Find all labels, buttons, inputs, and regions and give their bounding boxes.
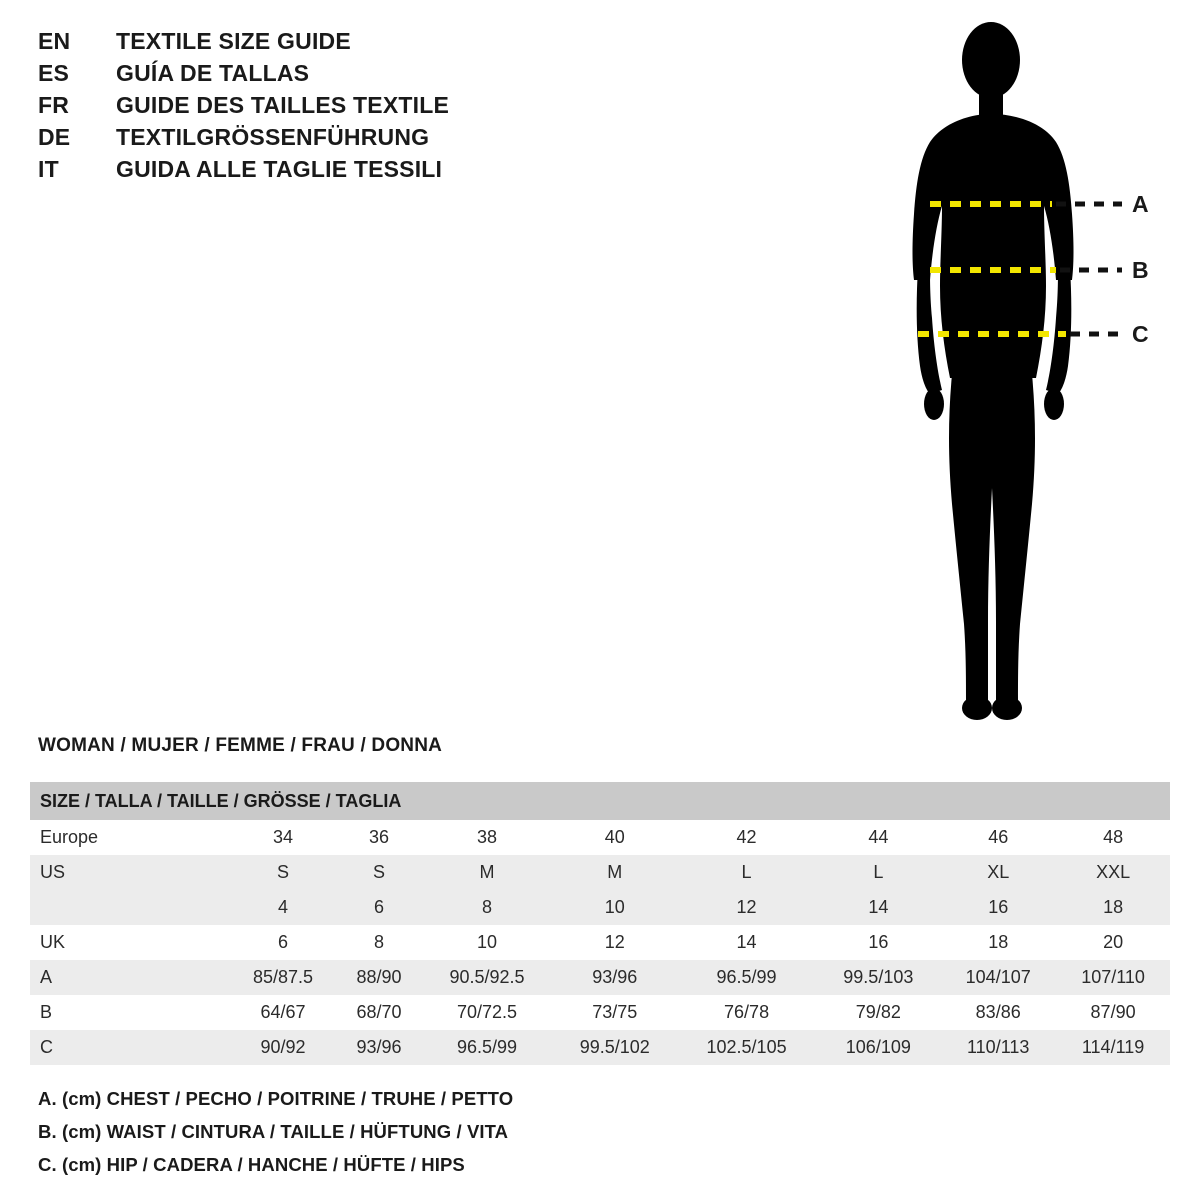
measure-label-b: B bbox=[1132, 257, 1149, 283]
table-cell: M bbox=[421, 855, 553, 890]
table-cell: S bbox=[337, 855, 421, 890]
row-label: UK bbox=[30, 925, 229, 960]
table-header-label: SIZE / TALLA / TAILLE / GRÖSSE / TAGLIA bbox=[30, 782, 1170, 820]
table-row bbox=[30, 855, 1170, 890]
language-title: TEXTILGRÖSSENFÜHRUNG bbox=[116, 124, 430, 150]
table-cell: 14 bbox=[677, 925, 817, 960]
footnote-hip: C. (cm) HIP / CADERA / HANCHE / HÜFTE / HIPS bbox=[38, 1154, 465, 1175]
language-row bbox=[38, 156, 678, 188]
table-cell: L bbox=[677, 855, 817, 890]
table-cell: 8 bbox=[421, 890, 553, 925]
language-code: ES bbox=[38, 60, 70, 86]
language-title: GUÍA DE TALLAS bbox=[116, 60, 310, 86]
table-cell: 36 bbox=[337, 820, 421, 855]
table-cell: 38 bbox=[421, 820, 553, 855]
row-label bbox=[30, 890, 229, 925]
table-cell: 16 bbox=[940, 890, 1056, 925]
table-cell: 99.5/103 bbox=[816, 960, 940, 995]
table-row bbox=[30, 995, 1170, 1030]
table-cell: 44 bbox=[816, 820, 940, 855]
row-label: A bbox=[30, 960, 229, 995]
table-cell: XL bbox=[940, 855, 1056, 890]
table-cell: 10 bbox=[421, 925, 553, 960]
size-table bbox=[30, 782, 1170, 1065]
table-cell: 90.5/92.5 bbox=[421, 960, 553, 995]
table-cell: 10 bbox=[553, 890, 677, 925]
table-cell: XXL bbox=[1056, 855, 1170, 890]
table-cell: 85/87.5 bbox=[229, 960, 337, 995]
table-cell: 70/72.5 bbox=[421, 995, 553, 1030]
table-cell: 87/90 bbox=[1056, 995, 1170, 1030]
language-row bbox=[38, 124, 678, 156]
table-cell: 93/96 bbox=[337, 1030, 421, 1065]
footnote-chest: A. (cm) CHEST / PECHO / POITRINE / TRUHE / PETTO bbox=[38, 1088, 514, 1109]
table-cell: 104/107 bbox=[940, 960, 1056, 995]
table-cell: 8 bbox=[337, 925, 421, 960]
language-code: EN bbox=[38, 28, 71, 54]
table-row bbox=[30, 890, 1170, 925]
table-cell: 64/67 bbox=[229, 995, 337, 1030]
table-cell: 102.5/105 bbox=[677, 1030, 817, 1065]
table-cell: 68/70 bbox=[337, 995, 421, 1030]
table-cell: 114/119 bbox=[1056, 1030, 1170, 1065]
table-cell: 16 bbox=[816, 925, 940, 960]
table-header-row bbox=[30, 782, 1170, 820]
table-cell: 83/86 bbox=[940, 995, 1056, 1030]
language-title: GUIDA ALLE TAGLIE TESSILI bbox=[116, 156, 443, 182]
table-cell: 18 bbox=[1056, 890, 1170, 925]
language-title: TEXTILE SIZE GUIDE bbox=[116, 28, 351, 54]
table-cell: M bbox=[553, 855, 677, 890]
table-cell: 96.5/99 bbox=[677, 960, 817, 995]
female-silhouette-icon bbox=[860, 18, 1180, 738]
table-cell: 46 bbox=[940, 820, 1056, 855]
row-label: B bbox=[30, 995, 229, 1030]
table-cell: 12 bbox=[677, 890, 817, 925]
table-cell: 107/110 bbox=[1056, 960, 1170, 995]
language-title-block bbox=[38, 28, 678, 188]
measure-label-c: C bbox=[1132, 321, 1149, 347]
language-row bbox=[38, 92, 678, 124]
table-cell: 48 bbox=[1056, 820, 1170, 855]
language-title: GUIDE DES TAILLES TEXTILE bbox=[116, 92, 449, 118]
table-cell: 42 bbox=[677, 820, 817, 855]
table-cell: 20 bbox=[1056, 925, 1170, 960]
table-cell: 40 bbox=[553, 820, 677, 855]
table-cell: 6 bbox=[337, 890, 421, 925]
table-cell: 88/90 bbox=[337, 960, 421, 995]
table-row bbox=[30, 820, 1170, 855]
table-cell: 14 bbox=[816, 890, 940, 925]
table-cell: 73/75 bbox=[553, 995, 677, 1030]
table-cell: 90/92 bbox=[229, 1030, 337, 1065]
row-label: C bbox=[30, 1030, 229, 1065]
table-cell: L bbox=[816, 855, 940, 890]
table-cell: 106/109 bbox=[816, 1030, 940, 1065]
table-row bbox=[30, 925, 1170, 960]
table-row bbox=[30, 960, 1170, 995]
table-cell: 79/82 bbox=[816, 995, 940, 1030]
table-cell: 93/96 bbox=[553, 960, 677, 995]
table-cell: 4 bbox=[229, 890, 337, 925]
measure-label-a: A bbox=[1132, 191, 1149, 217]
table-row bbox=[30, 1030, 1170, 1065]
measurement-figure bbox=[860, 18, 1180, 738]
table-cell: 6 bbox=[229, 925, 337, 960]
table-cell: 96.5/99 bbox=[421, 1030, 553, 1065]
table-cell: S bbox=[229, 855, 337, 890]
table-cell: 18 bbox=[940, 925, 1056, 960]
language-row bbox=[38, 60, 678, 92]
row-label: US bbox=[30, 855, 229, 890]
table-cell: 110/113 bbox=[940, 1030, 1056, 1065]
table-cell: 12 bbox=[553, 925, 677, 960]
language-code: DE bbox=[38, 124, 71, 150]
language-code: IT bbox=[38, 156, 59, 182]
footnotes bbox=[38, 1088, 513, 1187]
language-code: FR bbox=[38, 92, 70, 118]
table-section-title: WOMAN / MUJER / FEMME / FRAU / DONNA bbox=[38, 735, 443, 756]
table-cell: 34 bbox=[229, 820, 337, 855]
row-label: Europe bbox=[30, 820, 229, 855]
footnote-waist: B. (cm) WAIST / CINTURA / TAILLE / HÜFTUNG / VITA bbox=[38, 1121, 509, 1142]
table-cell: 99.5/102 bbox=[553, 1030, 677, 1065]
language-row bbox=[38, 28, 678, 60]
table-cell: 76/78 bbox=[677, 995, 817, 1030]
